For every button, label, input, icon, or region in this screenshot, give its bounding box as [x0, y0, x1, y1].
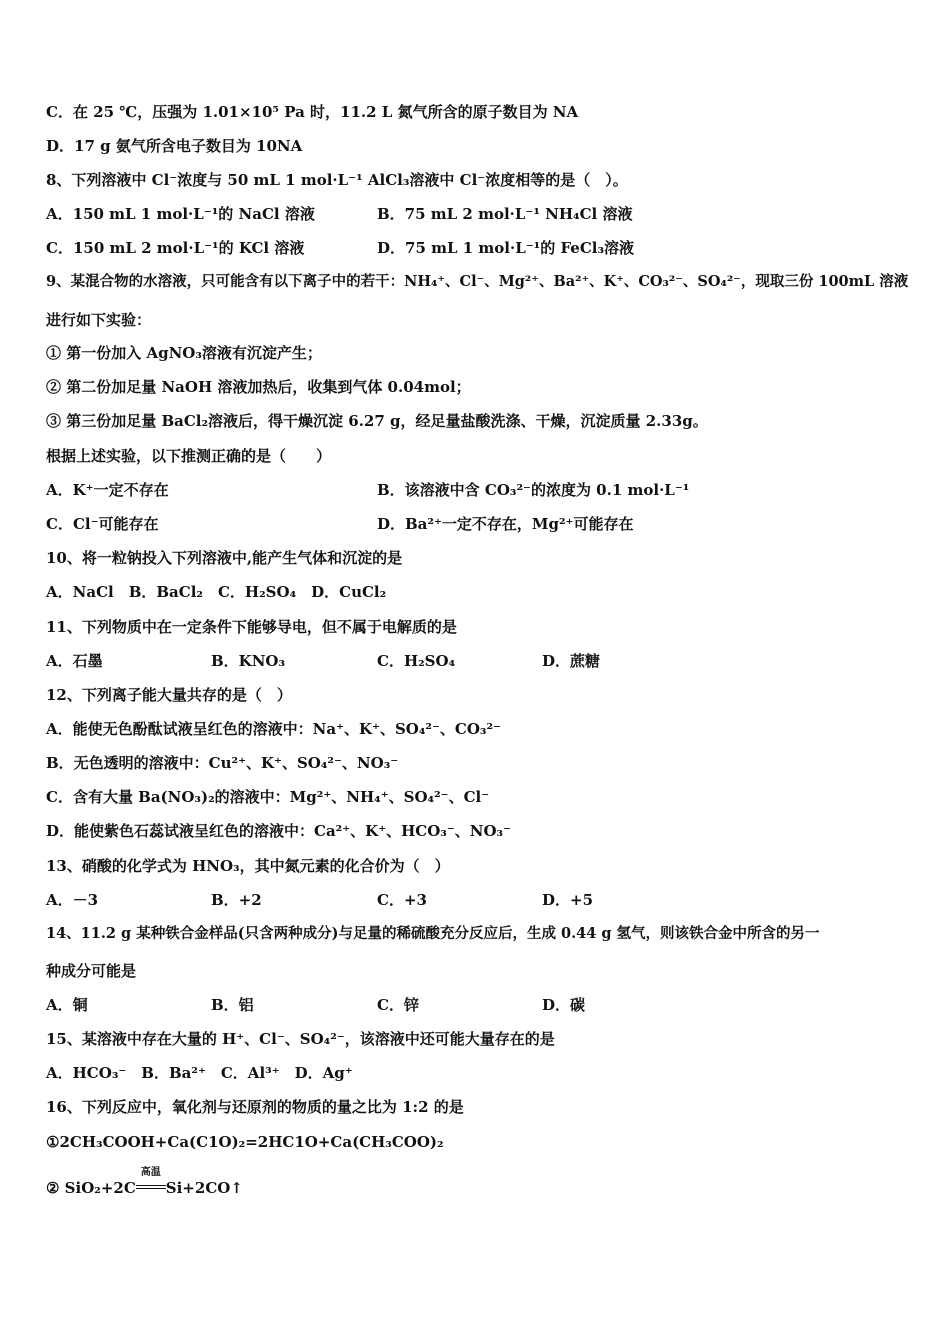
q13-option-d: D．+5 — [542, 891, 594, 909]
reaction-condition-label: 高温 — [140, 1167, 161, 1178]
q11-option-c: C．H₂SO₄ — [377, 652, 456, 670]
q16-reaction-1: ①2CH₃COOH+Ca(C1O)₂=2HC1O+Ca(CH₃COO)₂ — [46, 1133, 444, 1151]
q13-option-c: C．+3 — [377, 891, 427, 909]
q15-stem: 15、某溶液中存在大量的 H⁺、Cl⁻、SO₄²⁻，该溶液中还可能大量存在的是 — [46, 1030, 555, 1048]
q11-option-b: B．KNO₃ — [211, 652, 286, 670]
q8-option-d: D．75 mL 1 mol·L⁻¹的 FeCl₃溶液 — [377, 239, 635, 257]
q16-reaction-2-reactants: ② SiO₂+2C — [46, 1179, 136, 1197]
q9-stem-line2: 进行如下实验： — [46, 311, 152, 329]
q9-option-d: D．Ba²⁺一定不存在，Mg²⁺可能存在 — [377, 515, 634, 533]
q11-stem: 11、下列物质中在一定条件下能够导电，但不属于电解质的是 — [46, 618, 457, 636]
q12-option-a: A．能使无色酚酞试液呈红色的溶液中：Na⁺、K⁺、SO₄²⁻、CO₃²⁻ — [46, 720, 501, 738]
q8-option-b: B．75 mL 2 mol·L⁻¹ NH₄Cl 溶液 — [377, 205, 633, 223]
q15-options: A．HCO₃⁻ B．Ba²⁺ C．Al³⁺ D．Ag⁺ — [46, 1064, 353, 1082]
q9-stem-line1: 9、某混合物的水溶液，只可能含有以下离子中的若干：NH₄⁺、Cl⁻、Mg²⁺、Ba²⁺、K⁺、CO₃²⁻、SO₄²⁻，现取三份 100mL 溶液 — [46, 273, 909, 290]
q10-stem: 10、将一粒钠投入下列溶液中,能产生气体和沉淀的是 — [46, 549, 403, 567]
q11-option-a: A．石墨 — [46, 652, 103, 670]
q12-option-d: D．能使紫色石蕊试液呈红色的溶液中：Ca²⁺、K⁺、HCO₃⁻、NO₃⁻ — [46, 822, 512, 840]
q8-option-a: A．150 mL 1 mol·L⁻¹的 NaCl 溶液 — [46, 205, 315, 223]
q12-option-c: C．含有大量 Ba(NO₃)₂的溶液中：Mg²⁺、NH₄⁺、SO₄²⁻、Cl⁻ — [46, 788, 490, 806]
q7-option-c: C．在 25 ℃，压强为 1.01×10⁵ Pa 时，11.2 L 氮气所含的原子数目为 NA — [46, 103, 579, 121]
q9-option-a: A．K⁺一定不存在 — [46, 481, 169, 499]
q7-option-d: D．17 g 氨气所含电子数目为 10NA — [46, 137, 303, 155]
q9-question: 根据上述实验，以下推测正确的是（ ） — [46, 447, 332, 465]
q9-experiment-2: ② 第二份加足量 NaOH 溶液加热后，收集到气体 0.04mol； — [46, 378, 471, 396]
q16-reaction-2-products: Si+2CO↑ — [165, 1179, 243, 1197]
q9-experiment-3: ③ 第三份加足量 BaCl₂溶液后，得干燥沉淀 6.27 g，经足量盐酸洗涤、干燥，沉淀质量 2.33g。 — [46, 412, 708, 430]
q13-option-b: B．+2 — [211, 891, 262, 909]
q14-option-b: B．铝 — [211, 996, 254, 1014]
q10-options: A．NaCl B．BaCl₂ C．H₂SO₄ D．CuCl₂ — [46, 583, 387, 601]
q14-stem-line2: 种成分可能是 — [46, 962, 137, 980]
q14-option-a: A．铜 — [46, 996, 88, 1014]
q14-stem-line1: 14、11.2 g 某种铁合金样品(只含两种成分)与足量的稀硫酸充分反应后，生成 0.44 g 氢气，则该铁合金中所含的另一 — [46, 925, 820, 942]
q13-option-a: A．－3 — [46, 891, 99, 909]
q12-option-b: B．无色透明的溶液中：Cu²⁺、K⁺、SO₄²⁻、NO₃⁻ — [46, 754, 399, 772]
q9-experiment-1: ① 第一份加入 AgNO₃溶液有沉淀产生； — [46, 344, 322, 362]
q9-option-c: C．Cl⁻可能存在 — [46, 515, 159, 533]
q13-stem: 13、硝酸的化学式为 HNO₃，其中氮元素的化合价为（ ） — [46, 857, 450, 875]
q14-option-c: C．锌 — [377, 996, 419, 1014]
q14-option-d: D．碳 — [542, 996, 586, 1014]
q9-option-b: B．该溶液中含 CO₃²⁻的浓度为 0.1 mol·L⁻¹ — [377, 481, 690, 499]
q12-stem: 12、下列离子能大量共存的是（ ） — [46, 686, 292, 704]
q16-reaction-2 — [46, 1167, 243, 1198]
q11-option-d: D．蔗糖 — [542, 652, 601, 670]
q8-stem: 8、下列溶液中 Cl⁻浓度与 50 mL 1 mol·L⁻¹ AlCl₃溶液中 Cl⁻浓度相等的是（ ）。 — [46, 171, 628, 189]
q8-option-c: C．150 mL 2 mol·L⁻¹的 KCl 溶液 — [46, 239, 305, 257]
reaction-condition-arrow — [136, 1167, 166, 1198]
q16-stem: 16、下列反应中，氧化剂与还原剂的物质的量之比为 1:2 的是 — [46, 1098, 464, 1116]
